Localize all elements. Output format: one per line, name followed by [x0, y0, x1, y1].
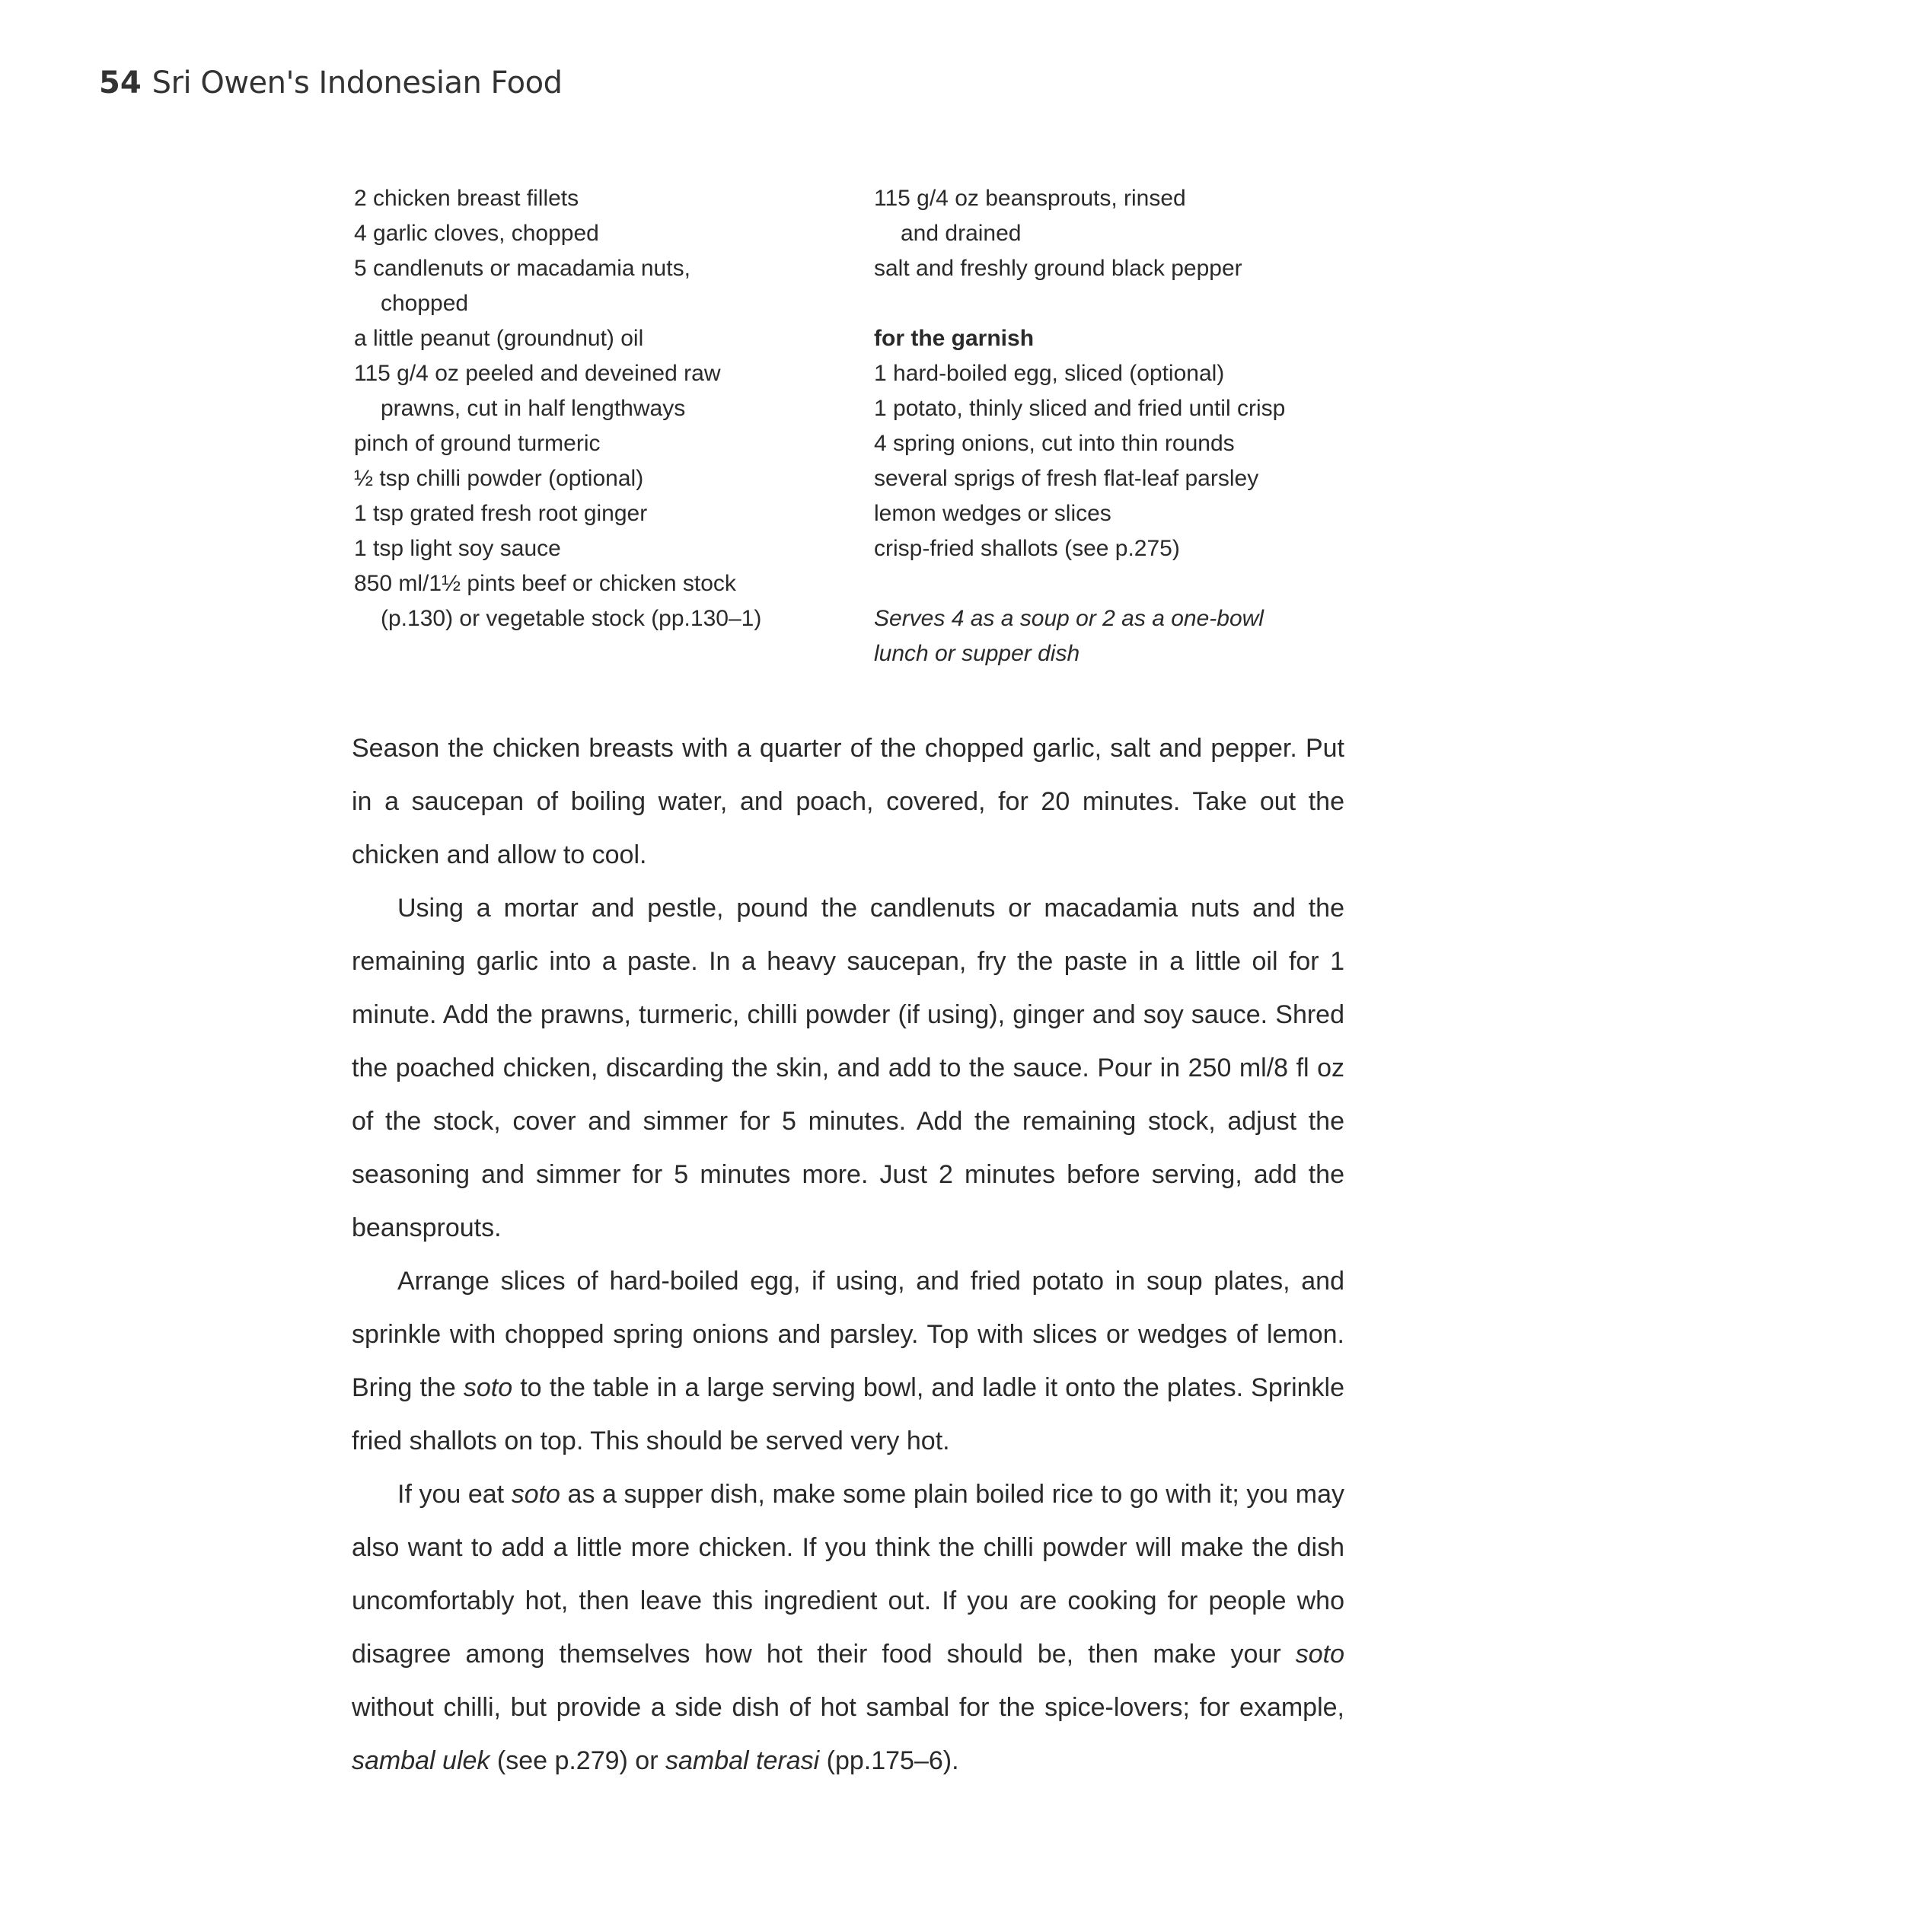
spacer [874, 566, 1361, 601]
ingredient-item [354, 251, 841, 321]
serving-note [874, 601, 1361, 671]
ingredient-item [874, 181, 1361, 251]
page-number: 54 [99, 65, 142, 100]
ingredient-line: crisp-fried shallots (see p.275) [874, 536, 1180, 561]
text-segment: Arrange slices of hard-boiled egg, if using, and fried potato in soup plates, and sprinkle with chopped spring onions and parsley. Top with slices or wedges of lemon. Bring the [352, 1267, 1344, 1402]
ingredient-line: 1 tsp grated fresh root ginger [354, 501, 648, 526]
method-paragraph [352, 1255, 1344, 1468]
ingredient-item [874, 251, 1361, 286]
running-header [99, 65, 562, 100]
spacer [874, 286, 1361, 321]
italic-term: sambal ulek [352, 1746, 490, 1775]
text-segment: without chilli, but provide a side dish of hot sambal for the spice-lovers; for example, [352, 1693, 1344, 1722]
ingredient-line: a little peanut (groundnut) oil [354, 326, 644, 351]
ingredient-item [354, 531, 841, 566]
ingredient-item [874, 356, 1361, 391]
method-text [352, 722, 1344, 1787]
ingredient-line: lemon wedges or slices [874, 501, 1111, 526]
ingredient-line: for the garnish [874, 326, 1035, 351]
ingredient-line: lunch or supper dish [874, 641, 1080, 666]
text-segment: If you eat [397, 1480, 512, 1509]
ingredient-line: Serves 4 as a soup or 2 as a one-bowl [874, 606, 1264, 631]
ingredient-line: prawns, cut in half lengthways [381, 396, 686, 421]
ingredient-line: 850 ml/1½ pints beef or chicken stock [354, 571, 736, 596]
method-paragraph: Season the chicken breasts with a quarter of the chopped garlic, salt and pepper. Put in a saucepan of boiling water, and poach, covered, for 20 minutes. Take out the chicken and allow to cool. [352, 734, 1344, 869]
ingredient-line: 4 spring onions, cut into thin rounds [874, 431, 1235, 456]
ingredient-line: 2 chicken breast fillets [354, 186, 579, 211]
book-title: Sri Owen's Indonesian Food [151, 65, 563, 100]
ingredient-item [354, 496, 841, 531]
ingredient-item [874, 531, 1361, 566]
text-segment: (see p.279) or [490, 1746, 665, 1775]
italic-term: soto [463, 1373, 513, 1402]
ingredient-item [354, 566, 841, 636]
italic-term: soto [511, 1480, 560, 1509]
ingredient-line: several sprigs of fresh flat-leaf parsley [874, 466, 1259, 491]
ingredient-line: 1 potato, thinly sliced and fried until crisp [874, 396, 1286, 421]
method-paragraph: Using a mortar and pestle, pound the candlenuts or macadamia nuts and the remaining garlic into a paste. In a heavy saucepan, fry the paste in a little oil for 1 minute. Add the prawns, turmeric, chilli powder (if using), ginger and soy sauce. Shred the poached chicken, discarding the skin, and add to the sauce. Pour in 250 ml/8 fl oz of the stock, cover and simmer for 5 minutes. Add the remaining stock, adjust the seasoning and simmer for 5 minutes more. Just 2 minutes before serving, add the beansprouts. [352, 894, 1344, 1242]
ingredient-item [354, 321, 841, 356]
text-segment: to the table in a large serving bowl, and ladle it onto the plates. Sprinkle fried shallots on top. This should be served very hot. [352, 1373, 1344, 1455]
section-heading [874, 321, 1361, 356]
ingredient-item [874, 461, 1361, 496]
italic-term: sambal terasi [665, 1746, 820, 1775]
ingredient-item [874, 426, 1361, 461]
ingredient-item [354, 426, 841, 461]
ingredient-line: salt and freshly ground black pepper [874, 256, 1242, 281]
ingredient-line: 1 hard-boiled egg, sliced (optional) [874, 361, 1225, 386]
text-segment: (pp.175–6). [819, 1746, 959, 1775]
ingredient-line: 115 g/4 oz peeled and deveined raw [354, 361, 721, 386]
ingredient-item [874, 391, 1361, 426]
ingredient-line: 4 garlic cloves, chopped [354, 221, 599, 246]
ingredient-line: ½ tsp chilli powder (optional) [354, 466, 644, 491]
italic-term: soto [1295, 1640, 1344, 1669]
ingredient-line: 5 candlenuts or macadamia nuts, [354, 256, 690, 281]
method-paragraph [352, 1468, 1344, 1787]
ingredient-item [354, 181, 841, 216]
ingredient-item [874, 496, 1361, 531]
ingredient-item [354, 356, 841, 426]
ingredients-left-column [354, 181, 841, 636]
ingredient-line: (p.130) or vegetable stock (pp.130–1) [381, 606, 762, 631]
ingredient-item [354, 216, 841, 251]
ingredient-line: 115 g/4 oz beansprouts, rinsed [874, 186, 1186, 211]
ingredient-line: chopped [381, 291, 469, 316]
ingredient-line: and drained [901, 221, 1022, 246]
text-segment: as a supper dish, make some plain boiled rice to go with it; you may also want to add a little more chicken. If you think the chilli powder will make the dish uncomfortably hot, then leave this ingredient out. If you are cooking for people who disagree among themselves how hot their food should be, then make your [352, 1480, 1344, 1669]
ingredient-item [354, 461, 841, 496]
ingredients-right-column [874, 181, 1361, 671]
ingredient-line: pinch of ground turmeric [354, 431, 601, 456]
ingredient-line: 1 tsp light soy sauce [354, 536, 561, 561]
